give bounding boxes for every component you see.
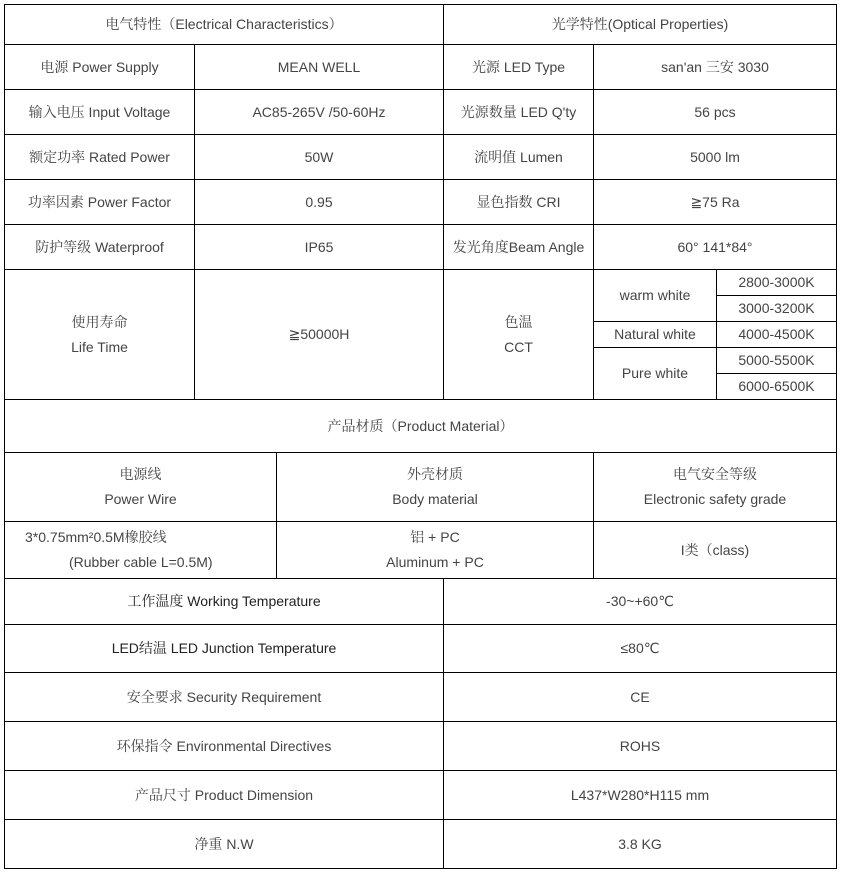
spec-value: 5000 lm (593, 134, 837, 180)
spec-label: 产品尺寸 Product Dimension (4, 770, 444, 820)
life-time-label (4, 269, 195, 400)
spec-label: 净重 N.W (4, 819, 444, 869)
spec-value: 50W (194, 134, 444, 180)
spec-value: 3.8 KG (443, 819, 837, 869)
spec-value: CE (443, 672, 837, 722)
spec-label: 安全要求 Security Requirement (4, 672, 444, 722)
label-en: Body material (392, 491, 478, 507)
value-line: Aluminum + PC (386, 554, 484, 570)
spec-value: ROHS (443, 721, 837, 771)
value-line: (Rubber cable L=0.5M) (69, 554, 213, 570)
cct-group: Pure white (593, 347, 717, 400)
cct-range: 6000-6500K (716, 373, 837, 400)
cct-group: warm white (593, 269, 717, 322)
spec-label: 流明值 Lumen (443, 134, 594, 180)
spec-label: 光源数量 LED Q'ty (443, 89, 594, 135)
spec-label: 光源 LED Type (443, 44, 594, 90)
label-cn: 电源线 (119, 466, 162, 482)
spec-label: 输入电压 Input Voltage (4, 89, 195, 135)
spec-value: 0.95 (194, 179, 444, 225)
spec-value: IP65 (194, 224, 444, 270)
spec-value: ≤80℃ (443, 624, 837, 673)
cct-group: Natural white (593, 321, 717, 348)
spec-label: 防护等级 Waterproof (4, 224, 195, 270)
label-cn: 色温 (504, 313, 533, 330)
power-wire-value (4, 521, 277, 579)
label-cn: 外壳材质 (407, 466, 463, 482)
cct-range: 5000-5500K (716, 347, 837, 374)
label-en: Life Time (71, 338, 128, 355)
value-line: 铝 + PC (410, 529, 460, 545)
label-cn: 电气安全等级 (673, 466, 757, 482)
spec-value: AC85-265V /50-60Hz (194, 89, 444, 135)
spec-value: L437*W280*H115 mm (443, 770, 837, 820)
spec-value: 56 pcs (593, 89, 837, 135)
spec-value: san'an 三安 3030 (593, 44, 837, 90)
optical-header: 光学特性(Optical Properties) (443, 4, 837, 45)
life-time-value: ≧50000H (194, 269, 444, 400)
material-col-head (276, 452, 594, 522)
spec-label: 环保指令 Environmental Directives (4, 721, 444, 771)
cct-range: 2800-3000K (716, 269, 837, 296)
value-line: 3*0.75mm²0.5M橡胶线 (25, 529, 167, 545)
label-en: Electronic safety grade (643, 491, 787, 507)
material-col-head (4, 452, 277, 522)
spec-label: 功率因素 Power Factor (4, 179, 195, 225)
spec-label: 发光角度Beam Angle (443, 224, 594, 270)
spec-value: 60° 141*84° (593, 224, 837, 270)
cct-range: 4000-4500K (716, 321, 837, 348)
cct-range: 3000-3200K (716, 295, 837, 322)
body-material-value (276, 521, 594, 579)
material-col-head (593, 452, 837, 522)
label-cn: 使用寿命 (71, 313, 128, 330)
spec-label: 电源 Power Supply (4, 44, 195, 90)
spec-label: LED结温 LED Junction Temperature (4, 624, 444, 673)
label-en: Power Wire (104, 491, 177, 507)
label-en: CCT (504, 338, 533, 355)
spec-label: 工作温度 Working Temperature (4, 578, 444, 625)
spec-label: 显色指数 CRI (443, 179, 594, 225)
spec-value: -30~+60℃ (443, 578, 837, 625)
spec-label: 额定功率 Rated Power (4, 134, 195, 180)
safety-grade-value: I类（class) (593, 521, 837, 579)
electrical-header: 电气特性（Electrical Characteristics） (4, 4, 444, 45)
spec-value: MEAN WELL (194, 44, 444, 90)
cct-label (443, 269, 594, 400)
spec-value: ≧75 Ra (593, 179, 837, 225)
material-header: 产品材质（Product Material） (4, 399, 837, 453)
